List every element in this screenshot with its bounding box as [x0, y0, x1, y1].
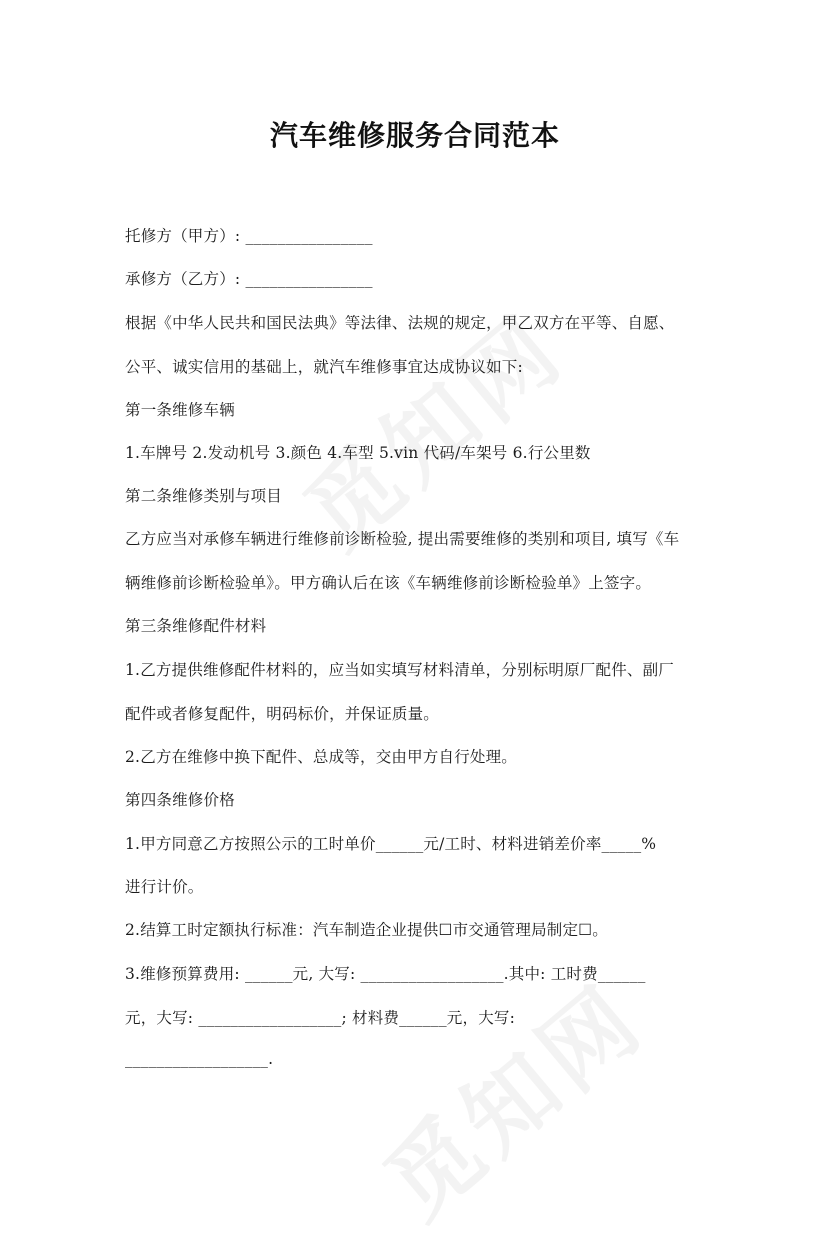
watermark-text: [353, 949, 668, 1243]
article-4-item-line: 1.甲方同意乙方按照公示的工时单价______元/工时、材料进销差价率_____%: [125, 835, 657, 853]
article-4-item-line: 3.维修预算费用: ______元, 大写: __________________.其中: 工时费______: [125, 965, 646, 983]
intro-paragraph-line: 根据《中华人民共和国民法典》等法律、法规的规定，甲乙双方在平等、自愿、: [125, 314, 675, 332]
document-title: 汽车维修服务合同范本: [269, 119, 560, 152]
article-3-item-line: 2.乙方在维修中换下配件、总成等，交由甲方自行处理。: [125, 748, 517, 766]
party-a-line: 托修方（甲方）: ________________: [125, 227, 373, 245]
article-2-heading: 第二条维修类别与项目: [125, 487, 283, 505]
article-4-item-line: 2.结算工时定额执行标准：汽车制造企业提供☐市交通管理局制定☐。: [125, 921, 608, 939]
article-2-paragraph-line: 乙方应当对承修车辆进行维修前诊断检验, 提出需要维修的类别和项目, 填写《车: [125, 530, 680, 548]
party-b-line: 承修方（乙方）: ________________: [125, 270, 373, 288]
article-4-item-line: 元，大写: __________________; 材料费______元，大写:: [125, 1009, 516, 1027]
article-4-heading: 第四条维修价格: [125, 791, 235, 809]
article-1-heading: 第一条维修车辆: [125, 401, 235, 419]
article-4-item-line: 进行计价。: [125, 878, 204, 896]
article-3-item-line: 1.乙方提供维修配件材料的，应当如实填写材料清单，分别标明原厂配件、副厂: [125, 661, 674, 679]
article-3-item-line: 配件或者修复配件，明码标价，并保证质量。: [125, 705, 440, 723]
article-4-item-line: __________________.: [125, 1050, 274, 1068]
intro-paragraph-line: 公平、诚实信用的基础上，就汽车维修事宜达成协议如下:: [125, 358, 523, 376]
article-2-paragraph-line: 辆维修前诊断检验单》。甲方确认后在该《车辆维修前诊断检验单》上签字。: [125, 574, 652, 592]
article-3-heading: 第三条维修配件材料: [125, 617, 267, 635]
article-1-item: 1.车牌号 2.发动机号 3.颜色 4.车型 5.vin 代码/车架号 6.行公里数: [125, 444, 591, 462]
